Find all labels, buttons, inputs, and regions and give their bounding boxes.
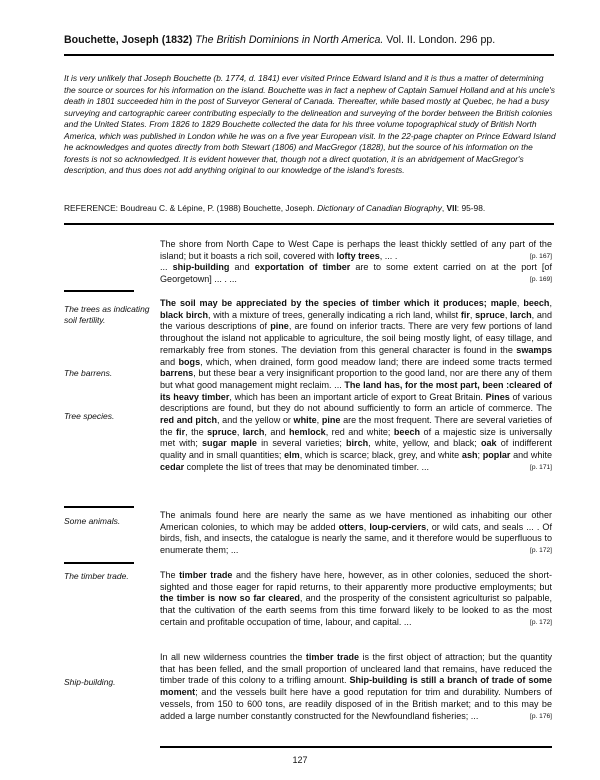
- excerpt-paragraph-5: In all new wilderness countries the timber trade is the first object of attraction; but the quantity that has been felled, and the small proportion of uncleared land that remains, have reduced the timber trade of this colony to a trifling amount. Ship-building is still a branch of trade of some moment; and the vessels built here have a good reputation for trim and durability. Numbers of vessels, from 150 to 600 tons, are readily disposed of in the British market; and to this may be added a large number constantly constructed for the Newfoundland fisheries; ... [p. 176]: [160, 652, 552, 721]
- citation-header: [64, 34, 495, 46]
- reference-prefix: REFERENCE: Boudreau C. & Lépine, P. (1988) Bouchette, Joseph.: [64, 203, 315, 213]
- reference-line: REFERENCE: Boudreau C. & Lépine, P. (1988) Bouchette, Joseph. Dictionary of Canadian Biography, VII: 95-98.: [64, 203, 486, 213]
- excerpt-paragraph-1: The shore from North Cape to West Cape is perhaps the least thickly settled of any part of the island; but it boasts a rich soil, covered with lofty trees, ... . [p. 167] ... ship-building and exportation of timber are to some extent carried on at the port [of Georgetown] ... . ... [p. 169]: [160, 239, 552, 285]
- excerpt-paragraph-3: The animals found here are nearly the same as we have mentioned as inhabiting our other American colonies, to which may be added otters, loup-cerviers, or wild cats, and seals ... . Of birds, fish, and insects, the catalogue is nearly the same, and it therefore would be superfluous to enumerate them; ... [p. 172]: [160, 510, 552, 556]
- citation-title: The British Dominions in North America.: [195, 34, 384, 46]
- sidenote-timber-trade: The timber trade.: [64, 571, 129, 581]
- page-ref: [p. 167]: [530, 252, 552, 260]
- reference-journal: Dictionary of Canadian Biography: [317, 203, 442, 213]
- excerpt-paragraph-2: The soil may be appreciated by the species of timber which it produces; maple, beech, black birch, with a mixture of trees, generally indicating a rich land, whilst fir, spruce, larch, and the various descriptions of pine, are found on inferior tracts. There are very few portions of land throughout the island not applicable to agriculture, the soil being mostly light, of easy tillage, and remarkably free from stones. The deviation from this general character is found in the swamps and bogs, which, when drained, form good meadow land; there are indeed some tracts termed barrens, but these bear a very insignificant proportion to the good land, nor are there any of them but what good management might reclaim. ... The land has, for the most part, been :cleared of its heavy timber, which has been an important article of export to Great Britain. Pines of various descriptions are found, but they do not abound sufficiently to form an article of commerce. The red and pitch, and the yellow or white, pine are the most frequent. There are several varieties of the fir, the spruce, larch, and hemlock, red and white; beech of a majestic size is universally met with; sugar maple in several varieties; birch, white, yellow, and black; oak of indifferent quality and in small quantities; elm, which is scarce; black, grey, and white ash; poplar and white cedar complete the list of trees that may be denominated timber. ... [p. 171]: [160, 298, 553, 472]
- page-ref: [p. 172]: [530, 618, 552, 626]
- sidenote-species: Tree species.: [64, 411, 115, 421]
- margin-rule: [64, 562, 134, 564]
- reference-volume: VII: [446, 203, 457, 213]
- sidenote-animals: Some animals.: [64, 516, 121, 526]
- sidenote-trees: The trees as indicating soil fertility.: [64, 304, 150, 326]
- page-ref: [p. 169]: [530, 276, 552, 284]
- sidenote-barrens: The barrens.: [64, 368, 113, 378]
- page-ref: [p. 171]: [530, 463, 552, 471]
- margin-rule: [64, 290, 134, 292]
- citation-author: Bouchette, Joseph (1832): [64, 34, 193, 46]
- reference-pages: : 95-98.: [456, 203, 486, 213]
- citation-details: Vol. II. London. 296 pp.: [386, 34, 496, 46]
- page-ref: [p. 172]: [530, 547, 552, 555]
- page-ref: [p. 176]: [530, 712, 552, 720]
- header-rule: [64, 54, 554, 56]
- margin-rule: [64, 506, 134, 508]
- footer-rule: [160, 746, 552, 748]
- section-rule: [64, 223, 554, 225]
- page-number: 127: [292, 755, 308, 765]
- intro-paragraph: It is very unlikely that Joseph Bouchette (b. 1774, d. 1841) ever visited Prince Edward Island and it is thus a matter of determining the source or sources for his information on the island. Bouchette was in fact a nephew of Captain Samuel Holland and at his uncle's death in 1801 succeeded him in the post of Surveyor General of Canada. Thereafter, while based mostly at Quebec, he had a busy surveying and cartographic career contributing especially to the delineation and surveying of the border between the British colonies and the United States. From 1826 to 1829 Bouchette collected the data for his three volume topographical study of British North America, which was published in London while he was on a five year European visit. In the 22-page chapter on Prince Edward Island he acknowledges and quotes directly from both Stewart (1806) and MacGregor (1828), but the source of his information on the forests is not so acknowledged. It is evident however that, though not a direct quotation, it is an abridgement of MacGregor's description, and thus does not add anything original to our knowledge of the island's forests.: [64, 73, 556, 175]
- excerpt-paragraph-4: The timber trade and the fishery have here, however, as in other colonies, seduced the short-sighted and those eager for rapid returns, to their apparently more productive employments; but the timber is now so far cleared, and the prosperity of the consistent agriculturist so palpable, that the cultivation of the earth seems from this time forward likely to be looked to as the most certain and profitable occupation of time, labour, and capital. ... [p. 172]: [160, 570, 552, 627]
- sidenote-ship-building: Ship-building.: [64, 677, 116, 687]
